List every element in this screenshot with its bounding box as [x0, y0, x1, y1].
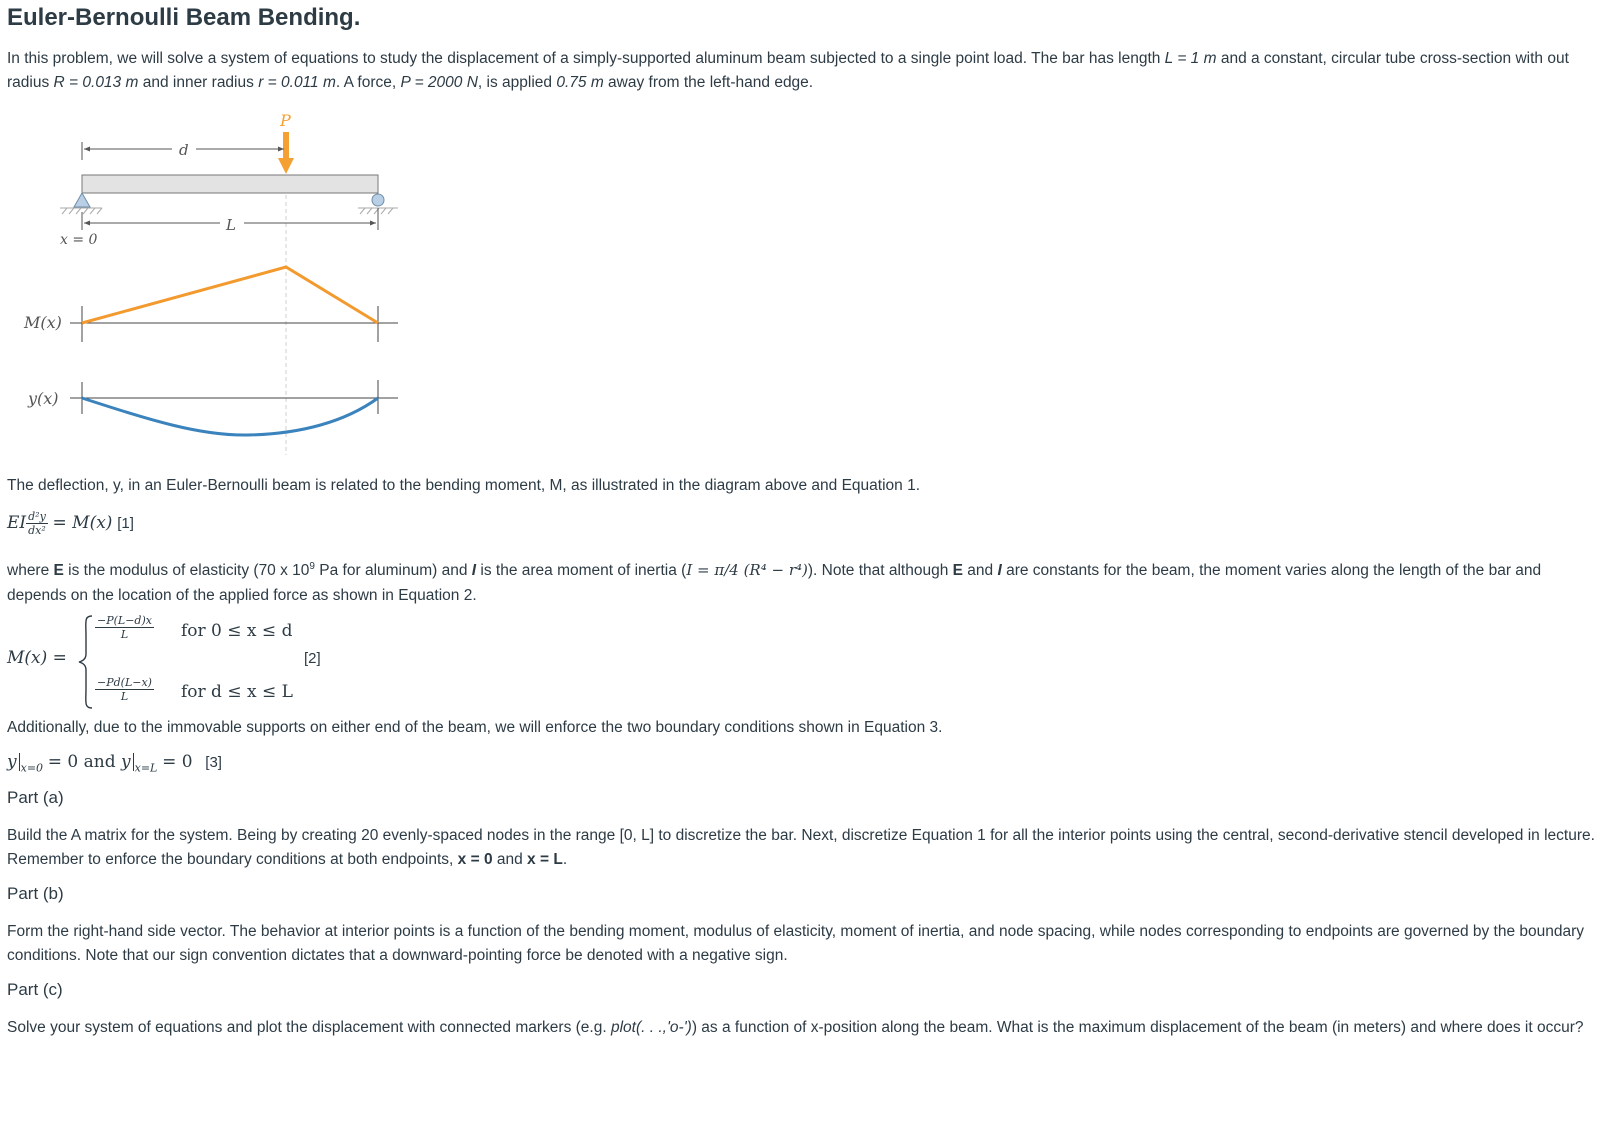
where-text-5: ). Note that although: [807, 562, 953, 580]
part-a-x0: x = 0: [457, 851, 493, 868]
eq2-case-1-denominator: L: [120, 628, 129, 641]
eq2-case-1-fraction: [95, 614, 154, 641]
part-c-code: plot(. . .,'o-'): [610, 1019, 692, 1036]
eq2-case-2-denominator: L: [120, 690, 129, 703]
equation-3: [7, 752, 222, 774]
eq2-case-2-condition: for d ≤ x ≤ L: [181, 682, 293, 702]
beam-diagram: [0, 100, 420, 460]
symbol-E: E: [53, 562, 64, 580]
intro-text-3: and inner radius: [138, 74, 259, 91]
force-arrow-shaft: [283, 132, 289, 162]
eq3-tag: [3]: [205, 754, 222, 771]
page-title: Euler-Bernoulli Beam Bending.: [7, 4, 361, 31]
beam: [82, 175, 378, 193]
part-c-heading: Part (c): [7, 980, 63, 999]
symbol-I: I: [471, 562, 477, 580]
part-c-text: [7, 1016, 1603, 1040]
part-a-body: Build the A matrix for the system. Being by creating 20 evenly-spaced nodes in the range [0, L] to discretize the bar. Next, discretize Equation 1 for all the interior points using the central, second-derivative stencil developed in lecture. Remember to enforce the boundary conditions at both endpoints,: [7, 827, 1595, 868]
left-pin-support: [74, 193, 90, 207]
where-text-4: is the area moment of inertia (: [476, 562, 687, 580]
boundary-conditions-intro: Additionally, due to the immovable supports on either end of the beam, we will enforce the two boundary conditions shown in Equation 3.: [7, 719, 943, 736]
part-a-xL: x = L: [527, 851, 563, 868]
d-dimension-label: d: [179, 141, 189, 159]
eq2-lhs: M(x) =: [7, 648, 67, 668]
part-a-and: and: [492, 851, 528, 868]
eq1-derivative-denominator: dx²: [28, 524, 46, 537]
intro-text-6: away from the left-hand edge.: [603, 74, 814, 91]
L-dimension-arrow-right: [370, 221, 376, 226]
moment-curve: [82, 267, 378, 323]
eq3-mid: = 0 and: [47, 752, 122, 772]
right-roller-support: [372, 194, 384, 206]
where-text-7: are constants for the beam, the moment varies along the length of the bar and depends on the location of the applied force as shown in Equation 2.: [7, 562, 1542, 605]
eq3-sub1: x=0: [20, 761, 44, 775]
where-text-3: Pa for aluminum) and: [314, 562, 472, 580]
part-b-text: Form the right-hand side vector. The behavior at interior points is a function of the bending moment, modulus of elasticity, moment of inertia, and node spacing, while nodes corresponding to endpoints are governed by the boundary conditions. Note that our sign convention dictates that a downward-pointing force be denoted with a negative sign.: [7, 923, 1585, 964]
eq2-case-2-fraction: [95, 676, 154, 703]
eq1-derivative: [26, 510, 48, 537]
where-text-1: where: [7, 562, 54, 580]
eq1-derivative-numerator: d²y: [28, 510, 46, 523]
deflection-axis-label: y(x): [28, 389, 59, 408]
symbol-E-2: E: [952, 562, 963, 580]
eq2-case-2-numerator: −Pd(L−x): [97, 676, 152, 689]
eq1-tag: [1]: [117, 514, 134, 532]
part-a-heading: Part (a): [7, 788, 64, 807]
inertia-formula: I = π/4 (R⁴ − r⁴): [686, 561, 808, 580]
equation-1: [7, 510, 134, 537]
eq2-tag: [2]: [304, 650, 321, 667]
force-value: P = 2000 N: [400, 74, 478, 91]
intro-text-1: In this problem, we will solve a system of equations to study the displacement of a simply-supported aluminum beam subjected to a single point load. The bar has length: [7, 50, 1165, 67]
where-text-2: is the modulus of elasticity (70 x 10: [63, 562, 310, 580]
intro-text-4: . A force,: [335, 74, 401, 91]
eq3-end: = 0: [162, 752, 193, 772]
equation-2: [7, 612, 347, 712]
force-arrow-head: [278, 158, 294, 174]
L-dimension-arrow-left: [84, 221, 90, 226]
intro-paragraph: [7, 47, 1603, 95]
part-c-text-2: ) as a function of x-position along the beam. What is the maximum displacement of the beam (in meters) and where does it occur?: [691, 1019, 1584, 1036]
part-a-text: [7, 824, 1603, 872]
exponent: 9: [309, 561, 315, 572]
intro-text-5: , is applied: [477, 74, 557, 91]
distance-value: 0.75 m: [556, 74, 604, 91]
d-dimension-arrow-left: [84, 147, 90, 152]
eq1-rhs: = M(x): [52, 512, 113, 533]
symbol-I-2: I: [997, 562, 1002, 580]
deflection-curve: [82, 398, 378, 435]
inner-radius-value: r = 0.011 m: [258, 74, 336, 91]
force-label: P: [280, 111, 291, 130]
eq2-case-1-condition: for 0 ≤ x ≤ d: [181, 621, 293, 641]
part-c-text-1: Solve your system of equations and plot the displacement with connected markers (e.g.: [7, 1019, 611, 1036]
length-value: L = 1 m: [1164, 50, 1217, 67]
part-b-heading: Part (b): [7, 884, 64, 903]
eq2-brace: [77, 614, 95, 710]
eq2-case-1-numerator: −P(L−d)x: [97, 614, 152, 627]
intro-text-2: and a constant, circular tube cross-section with out radius: [7, 50, 1569, 91]
moment-axis-label: M(x): [24, 313, 62, 332]
x-origin-label: x = 0: [60, 232, 98, 248]
L-dimension-label: L: [226, 216, 236, 234]
where-paragraph: [7, 554, 1603, 608]
eq3-y1: y: [7, 752, 17, 772]
outer-radius-value: R = 0.013 m: [53, 74, 139, 91]
eq1-ei: EI: [7, 512, 27, 533]
part-a-end: .: [562, 851, 568, 868]
where-text-6: and: [962, 562, 998, 580]
left-ground-hatch: [60, 208, 102, 214]
equation-1-intro: The deflection, y, in an Euler-Bernoulli beam is related to the bending moment, M, as illustrated in the diagram above and Equation 1.: [7, 477, 921, 494]
eq3-sub2: x=L: [134, 761, 158, 775]
eq3-y2: y: [121, 752, 131, 772]
